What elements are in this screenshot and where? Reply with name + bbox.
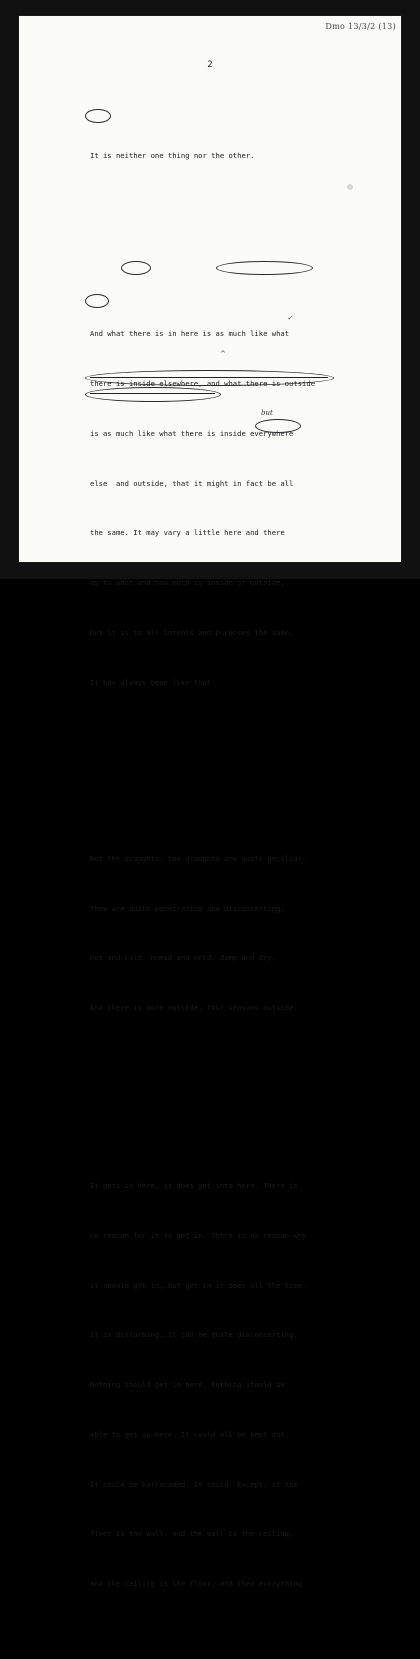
handwritten-but-insert: but — [261, 409, 273, 417]
text-line: It is disturbing. It can be quite disconcerting. — [90, 1330, 298, 1340]
caret-mark: ^ — [220, 350, 226, 358]
text-line: no reason for it to get in. There is no reason why — [90, 1230, 307, 1240]
text-line: it should get in, but get in it does all the time. — [90, 1280, 307, 1290]
paragraph-3 — [90, 818, 400, 1050]
text-line: It gets in here, it does get into here. There is — [90, 1181, 298, 1190]
text-line: floor is the wall, and the wall is the ceiling, — [90, 1529, 294, 1539]
text-line: hot and cold, humid and arid, damp and dry. — [90, 953, 277, 963]
page-number: 2 — [207, 60, 213, 70]
text-line: They are quite penetrating and disconcerting, — [90, 903, 285, 913]
typed-page — [18, 15, 402, 1589]
text-line: But the draughts, the draughts are quite peculiar. — [90, 853, 307, 863]
archive-reference-note: Dmo 13/3/2 (13) — [325, 22, 396, 31]
paragraph-1 — [90, 115, 400, 198]
text-line: It is neither one thing nor the other. — [90, 151, 255, 161]
text-line: else and outside, that it might in fact be all — [90, 478, 294, 488]
text-line: It has always been like that. — [90, 677, 216, 687]
text-line: and the ceiling is the floor, and then everything — [90, 1579, 303, 1589]
text-line: is as much like what there is inside everywhere — [90, 428, 294, 438]
text-line: the same. It may vary a little here and there — [90, 528, 285, 538]
text-line: And what there is in here is as much like what — [90, 329, 290, 339]
check-mark: ✓ — [287, 314, 293, 322]
paragraph-2 — [90, 293, 400, 724]
text-line: able to get in here. It could all be kept out. — [90, 1429, 290, 1439]
text-line: It could be barracaded. It could. Except, if the — [90, 1479, 298, 1489]
paper-spot — [347, 184, 353, 190]
text-line: there is inside elsewhere, and what there is outside — [90, 379, 316, 389]
text-line: but it is to all intents and purposes the same. — [90, 628, 294, 637]
text-line: And there is more outside, four seasons outside. — [90, 1003, 298, 1013]
typed-text-body — [90, 82, 400, 1659]
text-line: as to what and how much is inside or outside, — [90, 578, 285, 588]
text-line: Nothing should get in here. Nothing should be — [90, 1380, 285, 1390]
paragraph-4 — [90, 1145, 400, 1626]
